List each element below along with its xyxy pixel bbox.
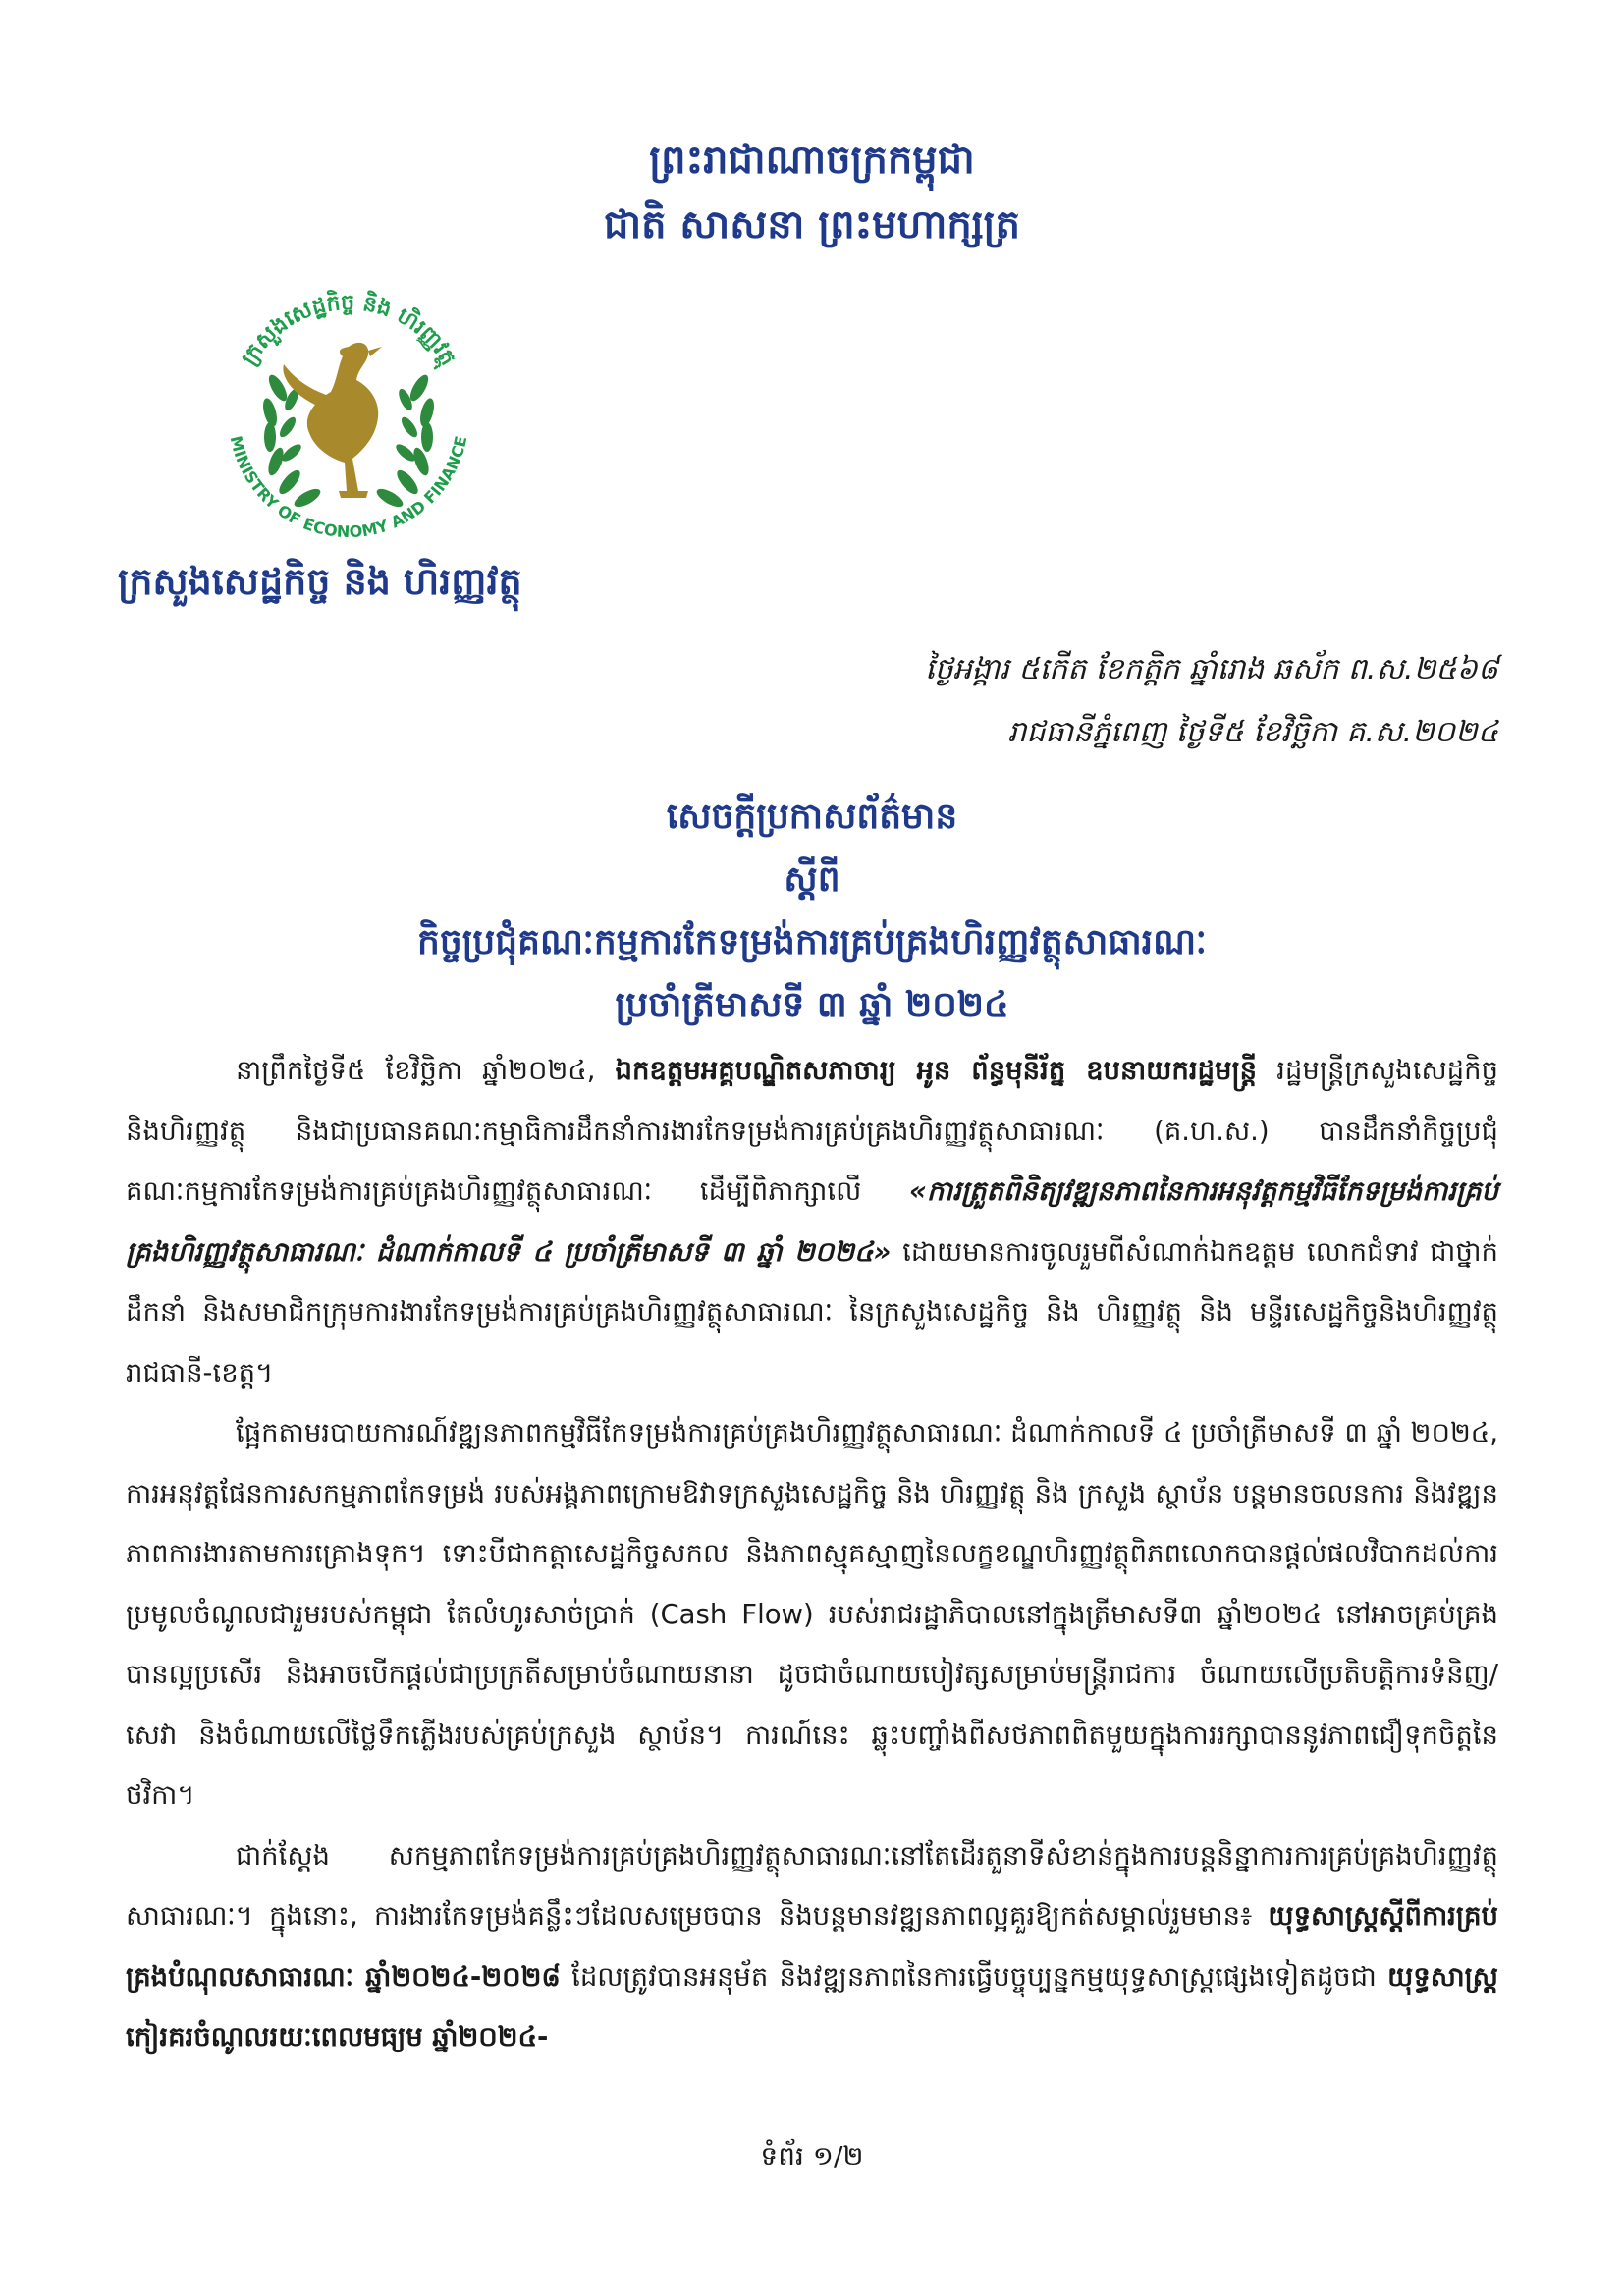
lunar-date: ថ្ងៃអង្គារ ៥កើត ខែកត្តិក ឆ្នាំរោង ឆស័ក ព.ស.២៥៦៨: [925, 652, 1498, 686]
p3-text-a: ជាក់ស្តែង សកម្មភាពកែទម្រង់ការគ្រប់គ្រងហិរញ្ញវត្ថុសាធារណៈនៅតែដើរតួនាទីសំខាន់ក្នុងការបន្តនិន្នាការការគ្រប់គ្រងហិរញ្ញវត្ថុសាធារណៈ។ ក្នុងនោះ, ការងារកែទម្រង់គន្លឹះៗដែលសម្រេចបាន និងបន្តមានវឌ្ឍនភាពល្អគួរឱ្យកត់សម្គាល់រួមមាន៖: [126, 1839, 1498, 1932]
seal-top-text: ក្រសួងសេដ្ឋកិច្ច និង ហិរញ្ញវត្ថុ: [237, 290, 460, 370]
kingdom-header: [0, 128, 1624, 257]
body-paragraph-1: [126, 1041, 1498, 1403]
title-line-4: ប្រចាំត្រីមាសទី ៣ ឆ្នាំ ២០២៤: [615, 985, 1009, 1025]
ministry-name: ក្រសួងសេដ្ឋកិច្ច និង ហិរញ្ញវត្ថុ: [118, 560, 522, 603]
title-line-2: ស្ដីពី: [784, 859, 840, 900]
p1-text-c: រដ្ឋមន្ត្រីក្រសួងសេដ្ឋកិច្ចនិងហិរញ្ញវត្ថុ និងជាប្រធានគណៈកម្មាធិការដឹកនាំការងារកែទម្រង់ការគ្រប់គ្រងហិរញ្ញវត្ថុសាធារណៈ (គ.ហ.ស.) បានដឹកនាំកិច្ចប្រជុំគណៈកម្មការកែទម្រង់ការគ្រប់គ្រងហិរញ្ញវត្ថុសាធារណៈ ដើម្បីពិភាក្សាលើ: [126, 1055, 1498, 1207]
p3-debt-strategy: យុទ្ធសាស្ត្រស្តីពីការគ្រប់គ្រងបំណុលសាធារណៈ ឆ្នាំ២០២៤-២០២៨: [126, 1900, 1498, 1993]
kingdom-title: ព្រះរាជាណាចក្រកម្ពុជា: [649, 137, 975, 183]
body-paragraph-2: ផ្អែកតាមរបាយការណ៍វឌ្ឍនភាពកម្មវិធីកែទម្រង់ការគ្រប់គ្រងហិរញ្ញវត្ថុសាធារណៈ ដំណាក់កាលទី ៤ ប្រចាំត្រីមាសទី ៣ ឆ្នាំ ២០២៤, ការអនុវត្តផែនការសកម្មភាពកែទម្រង់ របស់អង្គភាពក្រោមឱវាទក្រសួងសេដ្ឋកិច្ច និង ហិរញ្ញវត្ថុ និង ក្រសួង ស្ថាប័ន បន្តមានចលនការ និងវឌ្ឍនភាពការងារតាមការគ្រោងទុក។ ទោះបីជាកត្តាសេដ្ឋកិច្ចសកល និងភាពស្មុគស្មាញនៃលក្ខខណ្ឌហិរញ្ញវត្ថុពិភពលោកបានផ្តល់ផលវិបាកដល់ការប្រមូលចំណូលជារួមរបស់កម្ពុជា តែលំហូរសាច់ប្រាក់ (Cash Flow) របស់រាជរដ្ឋាភិបាលនៅក្នុងត្រីមាសទី៣ ឆ្នាំ២០២៤ នៅអាចគ្រប់គ្រងបានល្អប្រសើរ និងអាចបើកផ្តល់ជាប្រក្រតីសម្រាប់ចំណាយនានា ដូចជាចំណាយបៀវត្សសម្រាប់មន្ត្រីរាជការ ចំណាយលើប្រតិបត្តិការទំនិញ/សេវា និងចំណាយលើថ្លៃទឹកភ្លើងរបស់គ្រប់ក្រសួង ស្ថាប័ន។ ការណ៍នេះ ឆ្លុះបញ្ចាំងពីសថភាពពិតមួយក្នុងការរក្សាបាននូវភាពជឿទុកចិត្តនៃថវិកា។: [126, 1417, 1498, 1811]
ministry-seal-icon: [201, 270, 496, 565]
title-line-3: កិច្ចប្រជុំគណៈកម្មការកែទម្រង់ការគ្រប់គ្រងហិរញ្ញវត្ថុសាធារណៈ: [416, 922, 1208, 962]
p3-text-c: ដែលត្រូវបានអនុម័ត និងវឌ្ឍនភាពនៃការធ្វើបច្ចុប្បន្នកម្មយុទ្ធសាស្ត្រផ្សេងទៀតដូចជា: [560, 1960, 1388, 1993]
press-release-body: [126, 1041, 1498, 2068]
p1-text-a: នាព្រឹកថ្ងៃទី៥ ខែវិច្ឆិកា ឆ្នាំ២០២៤,: [236, 1055, 616, 1086]
body-paragraph-3: [126, 1827, 1498, 2068]
title-line-1: សេចក្ដីប្រកាសព័ត៌មាន: [666, 796, 958, 837]
seal-bottom-text: MINISTRY OF ECONOMY AND FINANCE: [226, 433, 471, 542]
p1-dignitary: ឯកឧត្តមអគ្គបណ្ឌិតសភាចារ្យ អូន ព័ន្ធមុនីរ័ត្ន ឧបនាយករដ្ឋមន្ត្រី: [615, 1055, 1258, 1086]
p3-revenue-strategy: យុទ្ធសាស្ត្រកៀរគរចំណូលរយៈពេលមធ្យម ឆ្នាំ២០២៤-: [126, 1960, 1498, 2052]
ministry-logo: [201, 270, 496, 565]
national-motto: ជាតិ សាសនា ព្រះមហាក្សត្រ: [604, 202, 1020, 247]
p1-meeting-topic: «ការត្រួតពិនិត្យវឌ្ឍនភាពនៃការអនុវត្តកម្មវិធីកែទម្រង់ការគ្រប់គ្រងហិរញ្ញវត្ថុសាធារណៈ ដំណាក់កាលទី ៤ ប្រចាំត្រីមាសទី ៣ ឆ្នាំ ២០២៤»: [126, 1175, 1498, 1268]
p1-text-e: ដោយមានការចូលរួមពីសំណាក់ឯកឧត្តម លោកជំទាវ ជាថ្នាក់ដឹកនាំ និងសមាជិកក្រុមការងារកែទម្រង់ការគ្រប់គ្រងហិរញ្ញវត្ថុសាធារណៈ នៃក្រសួងសេដ្ឋកិច្ច និង ហិរញ្ញវត្ថុ និង មន្ទីរសេដ្ឋកិច្ចនិងហិរញ្ញវត្ថុរាជធានី-ខេត្ត។: [126, 1235, 1498, 1389]
press-release-title: [0, 786, 1624, 1037]
page-number: ទំព័រ ១/២: [760, 2140, 864, 2172]
date-block: [925, 638, 1498, 764]
solar-date: រាជធានីភ្នំពេញ ថ្ងៃទី៥ ខែវិច្ឆិកា គ.ស.២០២៤: [1007, 715, 1498, 749]
